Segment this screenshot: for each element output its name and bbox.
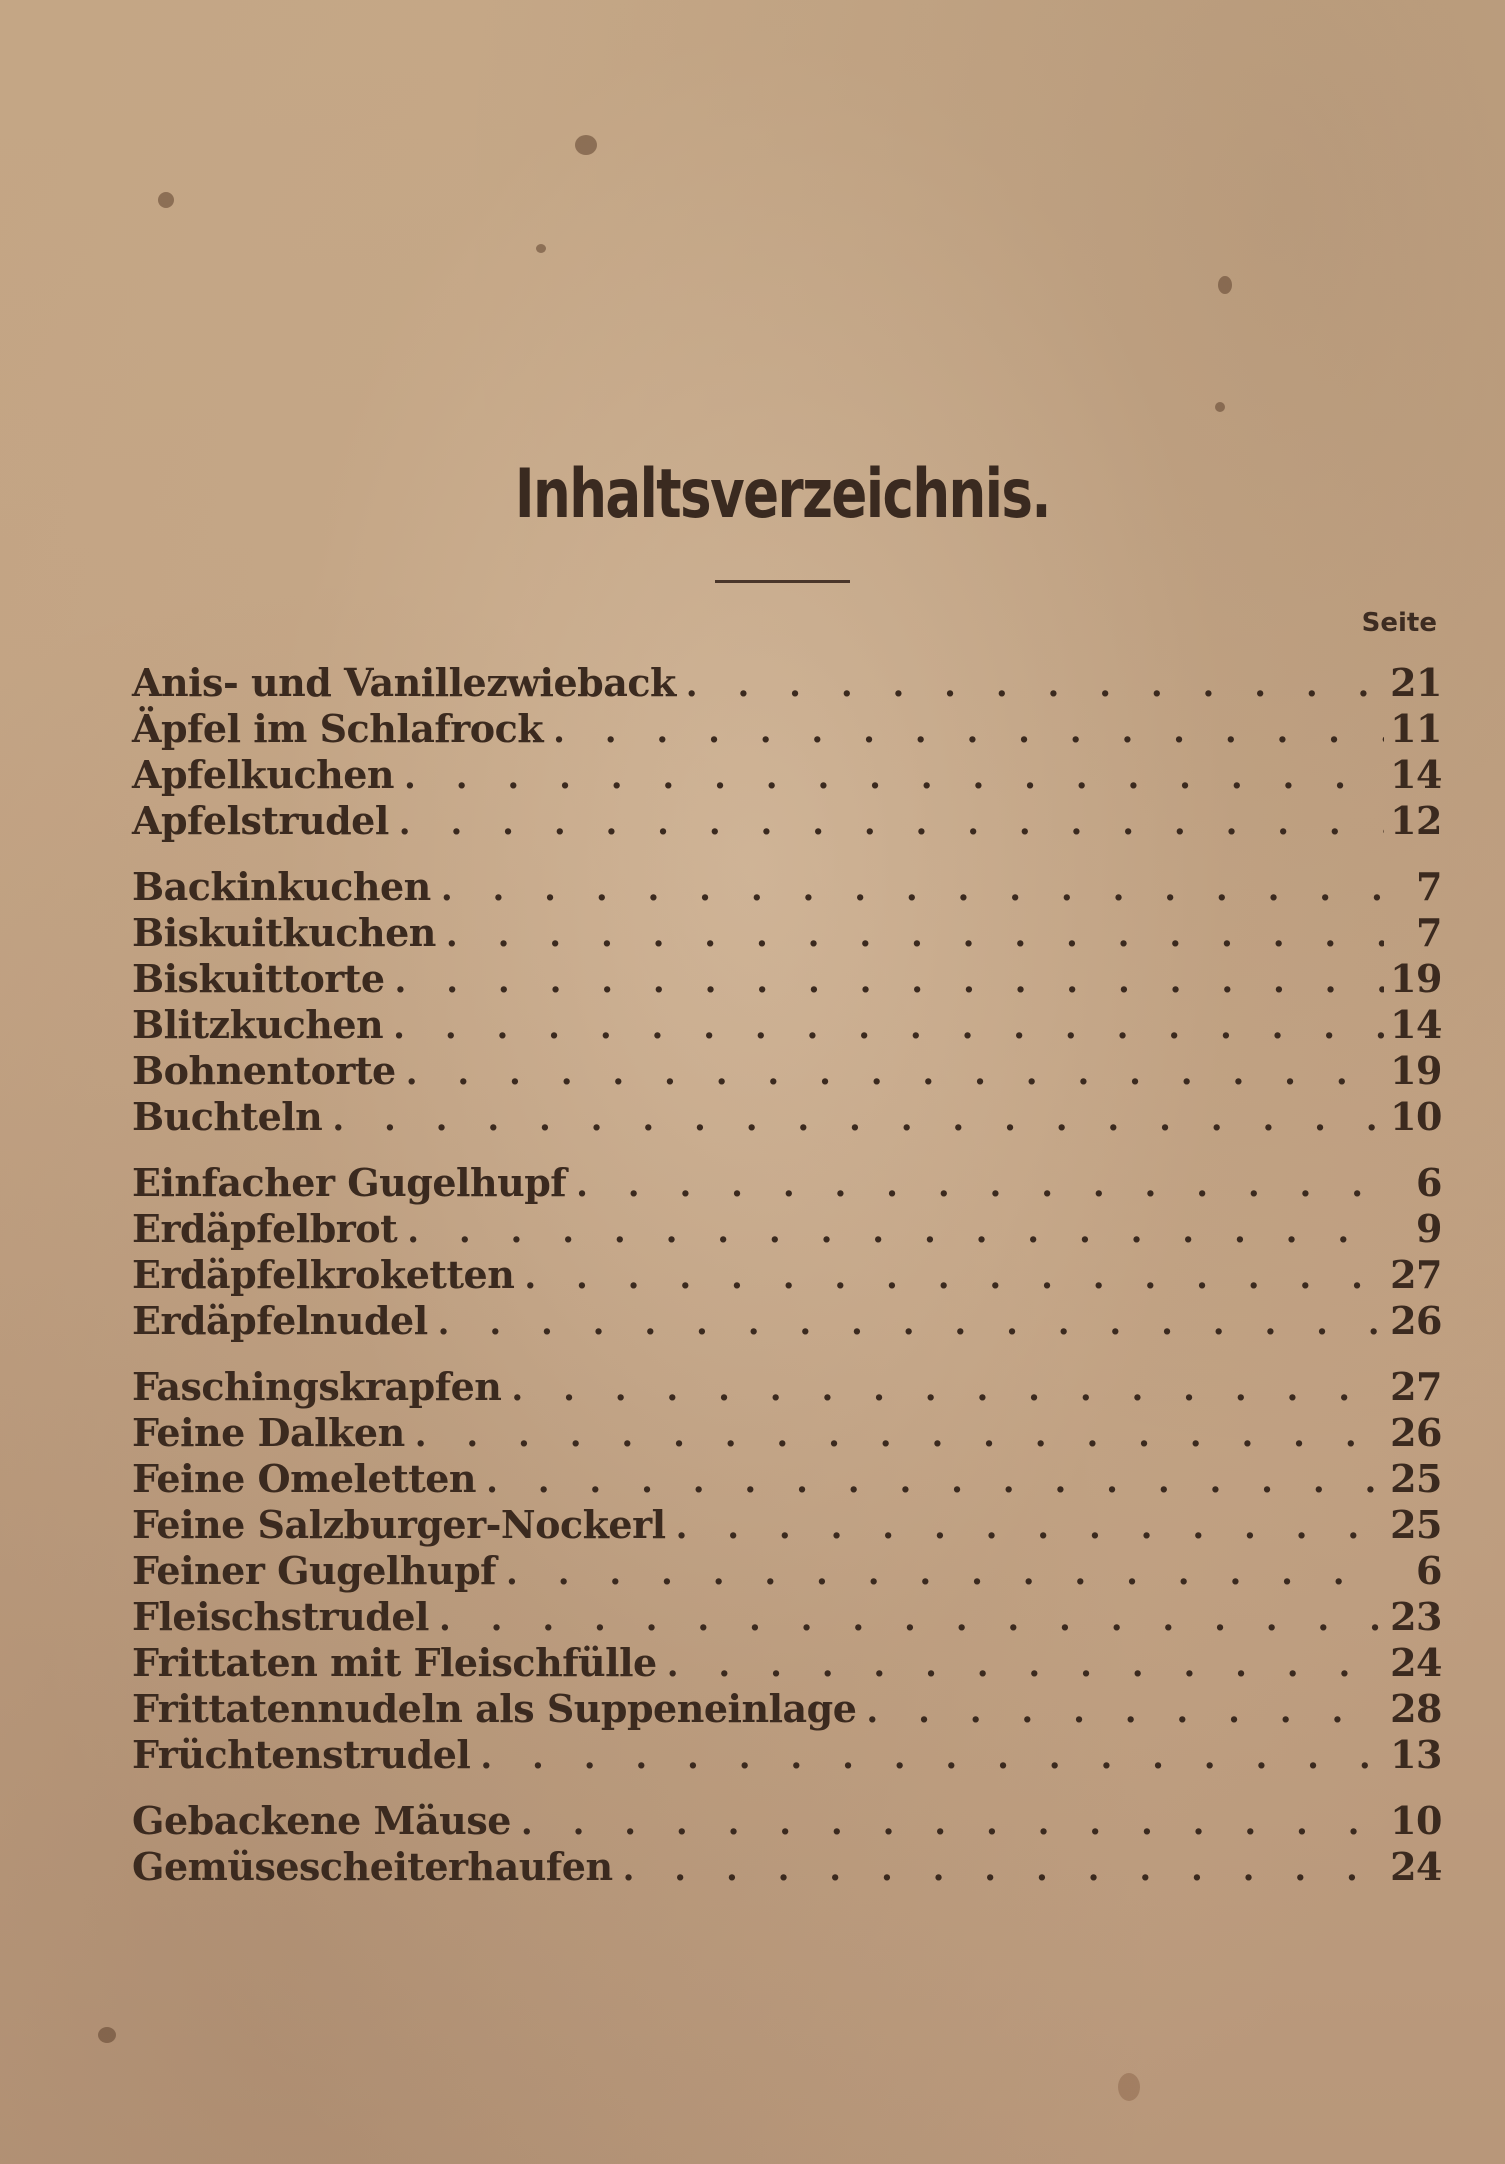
toc-entry [132,864,1442,910]
toc-entry-title: Bohnentorte [132,1048,396,1093]
dot-leader [667,1642,1384,1688]
toc-entry-page: 7 [1416,864,1442,909]
dot-leader [553,708,1384,754]
toc-entry [132,1410,1442,1456]
toc-entry-title: Gebackene Mäuse [132,1798,511,1843]
toc-entry-page: 19 [1390,1048,1442,1093]
stain-spot [575,135,597,155]
toc-group-g [132,1798,1442,1890]
toc-entry-title: Biskuitkuchen [132,910,436,955]
toc-entry-title: Buchteln [132,1094,323,1139]
toc-entry-title: Faschingskrapfen [132,1364,502,1409]
page-title: Inhaltsverzeichnis. [514,455,1050,534]
toc-entry-title: Biskuittorte [132,956,385,1001]
dot-leader [576,1162,1384,1208]
title-underline [715,580,850,583]
toc-entry [132,1844,1442,1890]
toc-entry [132,706,1442,752]
dot-leader [332,1096,1384,1142]
toc-entry [132,1002,1442,1048]
dot-leader [480,1734,1384,1780]
toc-entry-page: 10 [1390,1094,1442,1139]
dot-leader [407,1208,1384,1254]
toc-entry [132,1502,1442,1548]
toc-entry-title: Feine Omeletten [132,1456,477,1501]
stain-spot [1118,2073,1140,2101]
toc-entry-page: 13 [1390,1732,1442,1777]
dot-leader [439,1596,1384,1642]
toc-entry-title: Äpfel im Schlafrock [132,706,544,751]
toc-entry [132,1686,1442,1732]
toc-entry [132,1798,1442,1844]
toc-entry-title: Fleischstrudel [132,1594,429,1639]
toc-entry-page: 24 [1390,1844,1442,1889]
toc-entry-title: Anis- und Vanillezwieback [132,660,676,705]
dot-leader [866,1688,1384,1734]
toc-entry-page: 9 [1416,1206,1442,1251]
toc-entry-page: 6 [1416,1548,1442,1593]
stain-spot [98,2027,116,2043]
dot-leader [406,1050,1384,1096]
dot-leader [686,662,1384,708]
dot-leader [524,1254,1384,1300]
toc-entry [132,1206,1442,1252]
toc-entry-title: Blitzkuchen [132,1002,384,1047]
toc-entry [132,1732,1442,1778]
toc-entry-title: Backinkuchen [132,864,431,909]
toc-entry [132,1548,1442,1594]
toc-entry-title: Einfacher Gugelhupf [132,1160,567,1205]
toc-entry [132,1252,1442,1298]
toc-group-f [132,1364,1442,1778]
toc-entry-title: Früchtenstrudel [132,1732,471,1777]
toc-entry-page: 25 [1390,1502,1442,1547]
toc-entry [132,1456,1442,1502]
stain-spot [1215,402,1225,412]
toc-entry-page: 27 [1390,1364,1442,1409]
toc-group-b [132,864,1442,1140]
toc-entry-page: 14 [1390,752,1442,797]
stain-spot [158,192,174,208]
dot-leader [521,1800,1384,1846]
dot-leader [506,1550,1384,1596]
toc-group-e [132,1160,1442,1344]
toc-entry [132,1048,1442,1094]
dot-leader [623,1846,1384,1892]
toc-entry-page: 12 [1390,798,1442,843]
dot-leader [441,866,1384,912]
toc-entry [132,1364,1442,1410]
toc-entry-title: Feiner Gugelhupf [132,1548,497,1593]
toc-entry [132,1160,1442,1206]
toc-entry [132,660,1442,706]
toc-entry-page: 24 [1390,1640,1442,1685]
toc-group-a [132,660,1442,844]
toc-entry-page: 23 [1390,1594,1442,1639]
dot-leader [438,1300,1384,1346]
toc-entry-page: 19 [1390,956,1442,1001]
toc-entry [132,910,1442,956]
toc-entry [132,1640,1442,1686]
toc-entry-title: Erdäpfelbrot [132,1206,398,1251]
dot-leader [415,1412,1384,1458]
dot-leader [486,1458,1384,1504]
stain-spot [536,244,546,253]
toc-entry-title: Frittaten mit Fleischfülle [132,1640,657,1685]
dot-leader [399,800,1384,846]
toc-entry-page: 25 [1390,1456,1442,1501]
toc-entry-title: Feine Dalken [132,1410,405,1455]
toc-entry-page: 10 [1390,1798,1442,1843]
dot-leader [404,754,1384,800]
toc-entry-page: 6 [1416,1160,1442,1205]
toc-entry [132,1094,1442,1140]
table-of-contents [132,660,1442,1910]
toc-entry-page: 26 [1390,1410,1442,1455]
dot-leader [676,1504,1384,1550]
toc-entry-title: Frittatennudeln als Suppeneinlage [132,1686,857,1731]
toc-entry [132,1298,1442,1344]
toc-entry-title: Gemüsescheiterhaufen [132,1844,613,1889]
dot-leader [446,912,1384,958]
toc-entry [132,798,1442,844]
toc-entry [132,1594,1442,1640]
dot-leader [395,958,1384,1004]
dot-leader [511,1366,1384,1412]
toc-entry-page: 26 [1390,1298,1442,1343]
toc-entry-page: 7 [1416,910,1442,955]
dot-leader [393,1004,1384,1050]
page-column-label: Seite [1361,608,1437,638]
toc-entry-title: Erdäpfelkroketten [132,1252,515,1297]
toc-entry-page: 11 [1390,706,1442,751]
toc-entry [132,956,1442,1002]
toc-entry-title: Feine Salzburger-Nockerl [132,1502,666,1547]
toc-entry-title: Apfelstrudel [132,798,389,843]
toc-entry-page: 27 [1390,1252,1442,1297]
toc-entry-page: 14 [1390,1002,1442,1047]
stain-spot [1218,276,1232,294]
toc-entry-title: Erdäpfelnudel [132,1298,428,1343]
toc-entry-page: 28 [1390,1686,1442,1731]
toc-entry-title: Apfelkuchen [132,752,395,797]
toc-entry [132,752,1442,798]
toc-entry-page: 21 [1390,660,1442,705]
